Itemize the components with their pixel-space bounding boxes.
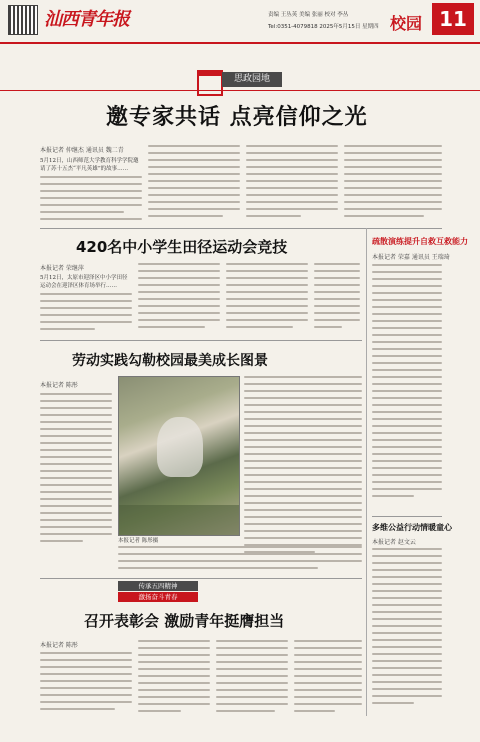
article-4-body-col3 [244, 376, 362, 556]
article-3-byline: 本报记者 荣嘉 通讯员 王瑞琦 [372, 254, 450, 261]
article-1-lead: 5月12日，山西师范大学教育科学学院邀请了苏十五杰“平凡英雄”的故事…… [40, 158, 139, 172]
article-4-photo [118, 376, 240, 536]
article-2-byline: 本报记者 荣继萍 [40, 265, 84, 272]
article-2-body-col2 [138, 263, 220, 335]
students-gardening-photo-icon [157, 417, 203, 477]
masthead-meta-2: Tel:0351-4079818 2025年5月15日 星期四 [268, 24, 379, 30]
photo-caption: 本报记者 陈彤摄 [118, 538, 159, 544]
section-name: 校园 [390, 14, 423, 33]
masthead [0, 0, 480, 40]
article-3-body [372, 264, 442, 512]
article-6-title: 召开表彰会 激励青年挺膺担当 [84, 612, 285, 630]
masthead-logo: 汕西青年报 [44, 9, 129, 30]
banner-icon [197, 70, 223, 96]
article-2-title: 420名中小学生田径运动会竞技 [76, 238, 288, 256]
section-banner: 思政园地 [222, 72, 282, 87]
article-1-body-col1 [40, 176, 142, 224]
masthead-meta-1: 责编 王丛英 美编 张丽 校对 李丛 [268, 12, 349, 18]
article-1-body-col2 [148, 145, 240, 225]
article-2-body-col4 [314, 263, 360, 335]
article-2-body-col3 [226, 263, 308, 335]
article-2-body-col1 [40, 293, 132, 335]
article-6-body-col3 [216, 640, 288, 716]
article-1-body-col4 [344, 145, 442, 225]
article-4-body-bottom [118, 546, 362, 574]
article-5-title: 多维公益行动情暖童心 [372, 523, 452, 532]
article-4-body-col1 [40, 393, 112, 551]
page-number: 11 [432, 3, 474, 35]
article-3-title: 疏散演练提升自救互救能力 [372, 237, 468, 246]
article-1-body-col3 [246, 145, 338, 225]
article-2-lead: 5月12日，太原市迎泽区中小学田径运动会在迎泽区体育场举行…… [40, 275, 128, 289]
article-4-byline: 本报记者 陈彤 [40, 382, 78, 389]
article-6-body-col4 [294, 640, 362, 716]
article-1-title: 邀专家共话 点亮信仰之光 [106, 105, 368, 130]
article-4-title: 劳动实践勾勒校园最美成长图景 [72, 353, 268, 369]
article-6-body-col2 [138, 640, 210, 716]
subbanner-line-2: 激扬奋斗青春 [118, 592, 198, 602]
article-5-byline: 本报记者 赵文云 [372, 539, 416, 546]
article-5-body [372, 548, 442, 716]
article-6-byline: 本报记者 陈彤 [40, 642, 78, 649]
article-1-byline: 本报记者 仲继杰 通讯员 魏二青 [40, 147, 124, 154]
qr-code-icon [8, 5, 38, 35]
article-6-body-col1 [40, 652, 132, 716]
subbanner-line-1: 传承五四精神 [118, 581, 198, 591]
